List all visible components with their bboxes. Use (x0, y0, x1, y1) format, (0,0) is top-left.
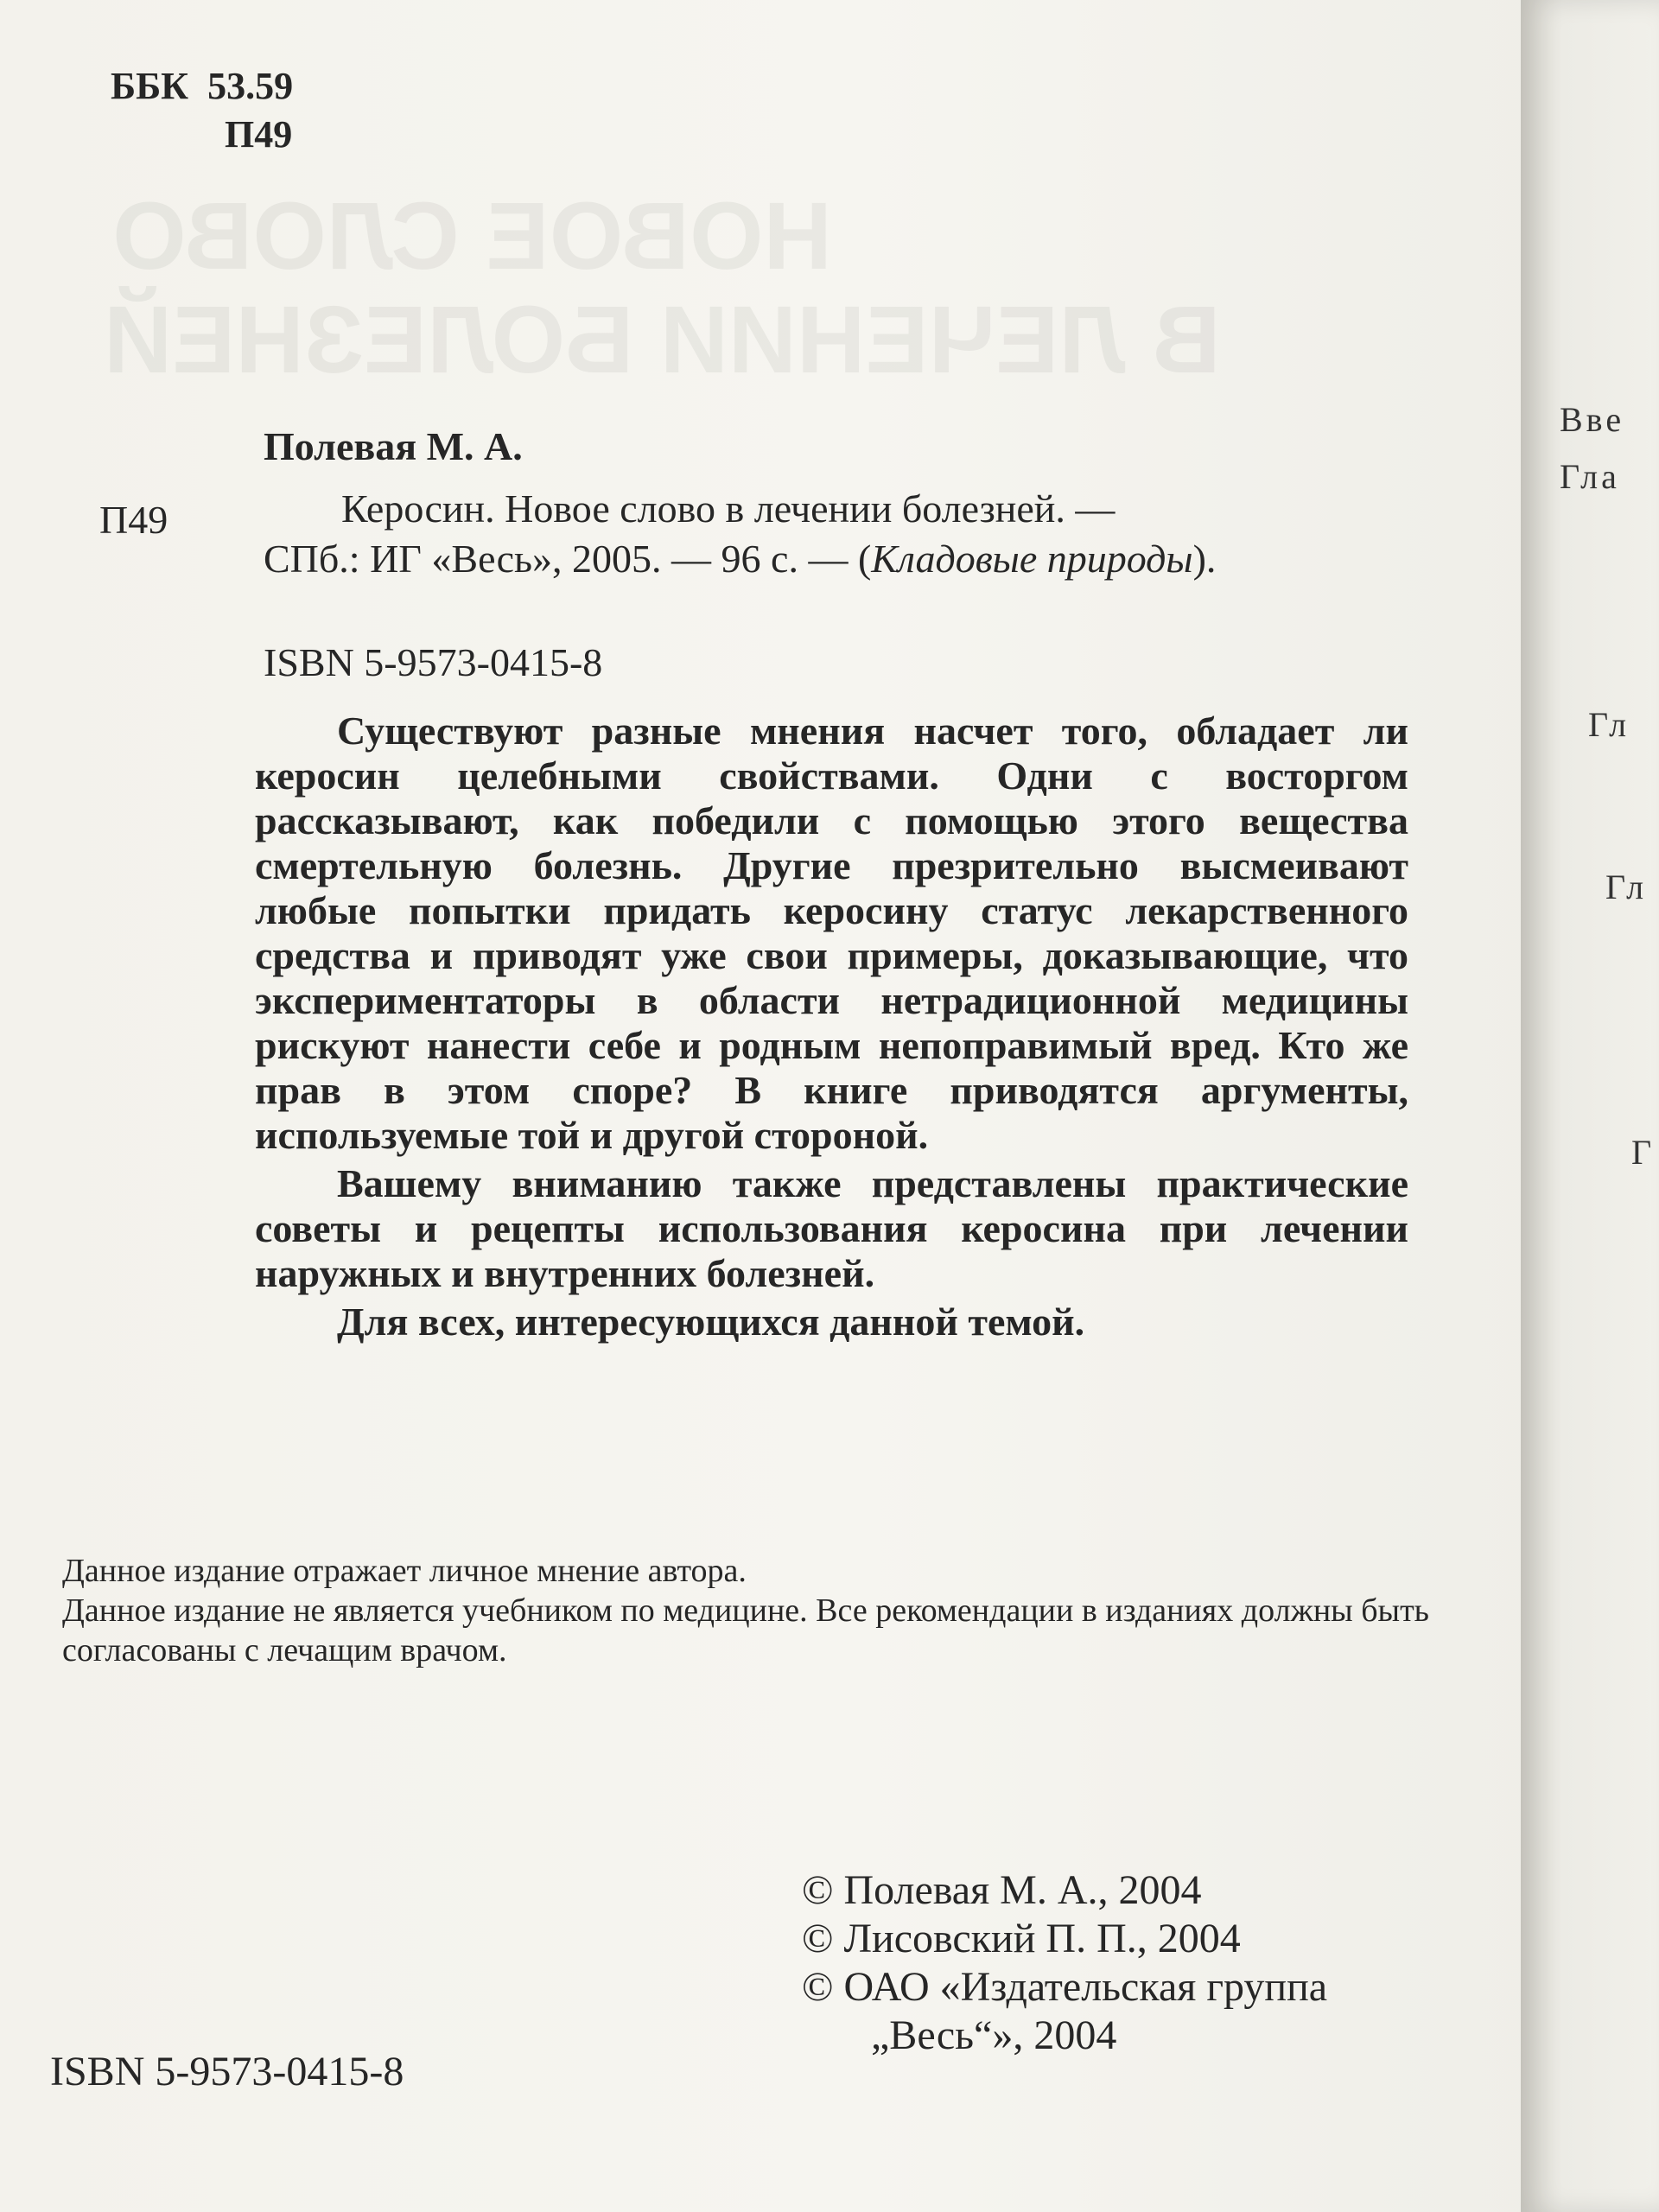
disclaimer-line: Данное издание отражает личное мнение автора. (62, 1553, 747, 1589)
annotation (255, 709, 1408, 1348)
bleed-through-text: В ЛЕЧЕНИИ БОЛЕЗНЕЙ (104, 287, 1221, 393)
isbn-record: ISBN 5-9573-0415-8 (264, 640, 603, 684)
author-sign: П49 (99, 498, 168, 542)
copyright-line: „Весь“», 2004 (871, 2012, 1117, 2058)
bbk-classification (111, 62, 293, 159)
copyright-block (802, 1866, 1327, 2060)
right-page-fragment: Вве (1560, 400, 1625, 439)
biblio-imprint: СПб.: ИГ «Весь», 2005. — 96 с. — ( (264, 537, 872, 581)
isbn-bottom: ISBN 5-9573-0415-8 (50, 2049, 404, 2094)
biblio-line-1: Керосин. Новое слово в лечении болезней. — (341, 486, 1116, 531)
author-name: Полевая М. А. (264, 424, 523, 468)
right-page-fragment: Гла (1560, 457, 1620, 496)
bleed-through-text: НОВОЕ СЛОВО (112, 183, 832, 289)
right-page-fragment: Гл (1588, 705, 1630, 744)
right-page-fragment: Гл (1605, 868, 1648, 906)
annotation-paragraph: Вашему вниманию также представлены практические советы и рецепты использования керосина при лечении наружных и внутренних болезней. (255, 1161, 1408, 1295)
copyright-line: © Лисовский П. П., 2004 (802, 1916, 1241, 1961)
adjacent-page (1521, 0, 1659, 2212)
bbk-code: 53.59 (207, 65, 294, 107)
biblio-line-2 (264, 534, 1387, 584)
biblio-end: ). (1192, 537, 1217, 581)
disclaimer-line: Данное издание не является учебником по медицине. Все рекомендации в изданиях должны быть согласованы с лечащим врачом. (62, 1592, 1430, 1669)
copyright-line: © ОАО «Издательская группа (802, 1964, 1328, 2010)
bbk-label: ББК (111, 65, 189, 107)
series-title: Кладовые природы (871, 537, 1193, 581)
copyright-line: © Полевая М. А., 2004 (802, 1867, 1202, 1913)
bibliographic-record (264, 484, 1387, 584)
bbk-author-sign: П49 (225, 113, 293, 156)
disclaimer (62, 1551, 1445, 1670)
right-page-fragment: Г (1631, 1133, 1656, 1172)
annotation-paragraph: Существуют разные мнения насчет того, обладает ли керосин целебными свойствами. Одни с восторгом рассказывают, как победили с помощью этого вещества смертельную болезнь. Другие презрительно высмеивают любые попытки придать керосину статус лекарственного средства и приводят уже свои примеры, доказывающие, что экспериментаторы в области нетрадиционной медицины рискуют нанести себе и родным непоправимый вред. Кто же прав в этом споре? В книге приводятся аргументы, используемые той и другой стороной. (255, 709, 1408, 1157)
annotation-paragraph: Для всех, интересующихся данной темой. (337, 1300, 1085, 1344)
